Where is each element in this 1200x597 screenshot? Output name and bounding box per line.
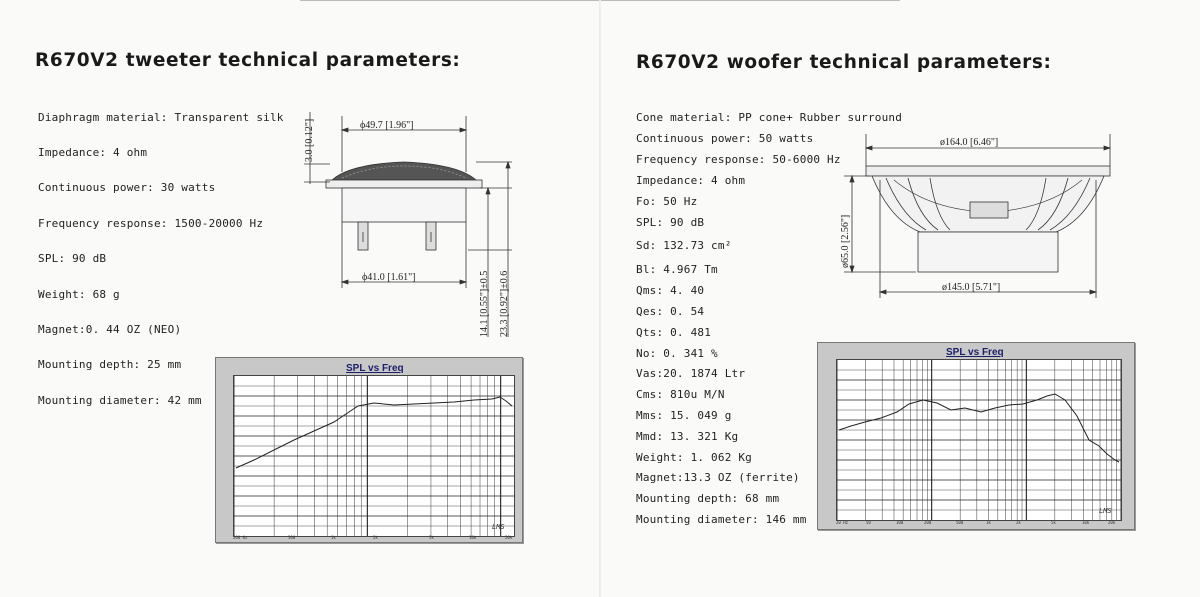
x-tick: 1k [331, 535, 336, 540]
woofer-spec: Mounting diameter: 146 mm [636, 513, 807, 526]
tweeter-spl-graph [215, 357, 523, 543]
woofer-spl-curve [839, 394, 1119, 462]
woofer-spec: Mounting depth: 68 mm [636, 492, 780, 505]
woofer-spec: Mms: 15. 049 g [636, 409, 732, 422]
woofer-spec: Frequency response: 50-6000 Hz [636, 153, 841, 166]
plot-area [836, 359, 1122, 521]
woofer-spec: Impedance: 4 ohm [636, 174, 746, 187]
x-tick: 20k [1108, 520, 1116, 525]
graph-title: SPL vs Freq [346, 363, 404, 374]
graph-mark: LMS [1099, 507, 1112, 515]
x-tick: 2k [373, 535, 378, 540]
woofer-outer-dia: ø164.0 [6.46"] [940, 137, 999, 148]
x-tick: 50 [866, 520, 871, 525]
tweeter-dome-height: 3.0 [0.12"] [304, 118, 315, 162]
tweeter-spec: SPL: 90 dB [38, 252, 107, 265]
tweeter-spec: Continuous power: 30 watts [38, 181, 216, 194]
plot-area [233, 375, 515, 537]
woofer-spec: Weight: 1. 062 Kg [636, 451, 752, 464]
graph-title: SPL vs Freq [946, 347, 1004, 358]
tweeter-x-ticks [233, 535, 513, 543]
tweeter-spec: Mounting diameter: 42 mm [38, 394, 202, 407]
woofer-title: R670V2 woofer technical parameters: [636, 52, 1052, 73]
page-fold [599, 0, 601, 597]
tweeter-spec: Magnet:0. 44 OZ (NEO) [38, 323, 182, 336]
woofer-spec: Qts: 0. 481 [636, 326, 712, 339]
woofer-spec: Cms: 810u M/N [636, 388, 725, 401]
woofer-spec: No: 0. 341 % [636, 347, 718, 360]
x-tick: 5k [429, 535, 434, 540]
woofer-inner-dia: ø145.0 [5.71"] [942, 282, 1001, 293]
woofer-spec: Qes: 0. 54 [636, 305, 705, 318]
x-tick: 200 Hz [233, 535, 248, 540]
tweeter-inner-dia: ϕ41.0 [1.61"] [362, 272, 416, 283]
x-tick: 500 [956, 520, 964, 525]
x-tick: 1k [986, 520, 991, 525]
woofer-x-ticks [836, 520, 1120, 528]
x-tick: 5k [1051, 520, 1056, 525]
tweeter-drawing [290, 92, 530, 342]
woofer-spl-graph [817, 342, 1135, 530]
x-tick: 500 [288, 535, 296, 540]
woofer-spec: Continuous power: 50 watts [636, 132, 814, 145]
tweeter-spec: Diaphragm material: Transparent silk [38, 111, 284, 124]
x-tick: 20k [505, 535, 513, 540]
woofer-spec: Qms: 4. 40 [636, 284, 705, 297]
tweeter-spec: Impedance: 4 ohm [38, 146, 148, 159]
tweeter-title: R670V2 tweeter technical parameters: [35, 50, 461, 71]
tweeter-spl-curve [236, 397, 512, 468]
tweeter-spec: Frequency response: 1500-20000 Hz [38, 217, 264, 230]
x-tick: 10k [469, 535, 477, 540]
x-tick: 2k [1016, 520, 1021, 525]
woofer-spec: Fo: 50 Hz [636, 195, 698, 208]
graph-mark: LMS [492, 523, 505, 531]
x-tick: 20 Hz [836, 520, 849, 525]
woofer-spec: Bl: 4.967 Tm [636, 263, 718, 276]
woofer-spec: Magnet:13.3 OZ (ferrite) [636, 471, 800, 484]
woofer-spec: SPL: 90 dB [636, 216, 705, 229]
tweeter-spec: Weight: 68 g [38, 288, 120, 301]
woofer-drawing [830, 120, 1130, 304]
x-tick: 10k [1082, 520, 1090, 525]
x-tick: 200 [924, 520, 932, 525]
tweeter-body-height: 14.1 [0.55"]±0.5 [479, 270, 490, 337]
tweeter-spec: Mounting depth: 25 mm [38, 358, 182, 371]
woofer-height: ø65.0 [2.56"] [840, 214, 851, 268]
tweeter-total-height: 23.3 [0.92"]±0.6 [499, 270, 510, 337]
woofer-spec: Cone material: PP cone+ Rubber surround [636, 111, 903, 124]
x-tick: 100 [896, 520, 904, 525]
tweeter-outer-dia: ϕ49.7 [1.96"] [360, 120, 414, 131]
woofer-spec: Sd: 132.73 cm² [636, 239, 732, 252]
woofer-spec: Vas:20. 1874 Ltr [636, 367, 746, 380]
woofer-spec: Mmd: 13. 321 Kg [636, 430, 739, 443]
